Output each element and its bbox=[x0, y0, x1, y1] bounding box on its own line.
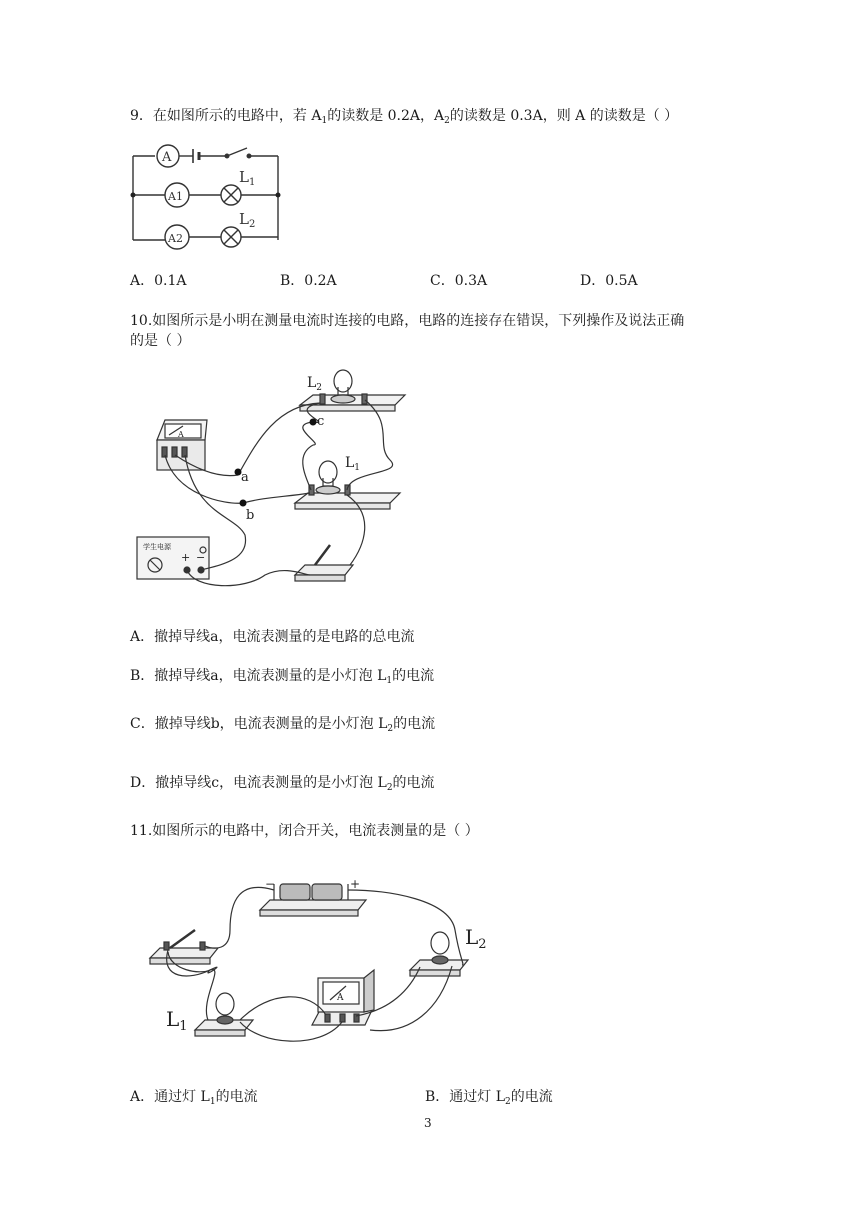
q10-l1-label: $L_1$ bbox=[345, 455, 361, 473]
q9-meter-a1-label: A1 bbox=[168, 190, 183, 203]
q10-psu-label: 学生电源 bbox=[143, 543, 171, 551]
q10-option-b: B．撤掉导线a，电流表测量的是小灯泡 $L_1$的电流 bbox=[130, 668, 435, 686]
q9-circuit-diagram bbox=[125, 140, 295, 250]
page-number: 3 bbox=[424, 1116, 432, 1130]
q9-option-d: D．0.5A bbox=[580, 273, 638, 289]
q9-meter-a2-label: A2 bbox=[168, 232, 183, 245]
q11-stem: 11.如图所示的电路中，闭合开关，电流表测量的是（ ） bbox=[130, 823, 479, 839]
q10-psu-plus: + bbox=[181, 551, 191, 564]
q11-option-a: A．通过灯 $L_1$的电流 bbox=[130, 1089, 258, 1107]
q9-option-b: B．0.2A bbox=[280, 273, 337, 289]
q10-stem-line1: 10.如图所示是小明在测量电流时连接的电路，电路的连接存在错误，下列操作及说法正确 bbox=[130, 313, 685, 329]
q11-battery-pos: + bbox=[350, 877, 361, 891]
q10-option-a: A．撤掉导线a，电流表测量的是电路的总电流 bbox=[130, 629, 415, 645]
q11-l1-label: $L_1$ bbox=[166, 1007, 188, 1034]
q10-ammeter-label: A bbox=[178, 430, 184, 439]
q10-l2-label: $L_2$ bbox=[307, 375, 323, 393]
q10-option-c: C．撤掉导线b，电流表测量的是小灯泡 $L_2$的电流 bbox=[130, 716, 436, 734]
q10-wire-c-label: c bbox=[317, 414, 325, 429]
q9-option-c: C．0.3A bbox=[430, 273, 488, 289]
q10-stem-line2: 的是（ ） bbox=[130, 333, 191, 349]
q9-lamp-l2-label: $L_2$ bbox=[239, 210, 256, 230]
q11-ammeter-label: A bbox=[337, 993, 344, 1003]
q10-option-d: D．撤掉导线c，电流表测量的是小灯泡 $L_2$的电流 bbox=[130, 775, 435, 793]
q11-circuit-illustration bbox=[140, 870, 500, 1050]
q10-circuit-illustration bbox=[135, 365, 420, 590]
q11-l2-label: $L_2$ bbox=[465, 925, 487, 952]
q9-lamp-l1-label: $L_1$ bbox=[239, 168, 256, 188]
q11-option-b: B．通过灯 $L_2$的电流 bbox=[425, 1089, 553, 1107]
q9-stem: 9．在如图所示的电路中，若 $A_1$的读数是 0.2A，$A_2$的读数是 0.3A，则 A 的读数是（ ） bbox=[130, 108, 679, 126]
q9-option-a: A．0.1A bbox=[130, 273, 187, 289]
q10-psu-minus: − bbox=[196, 551, 206, 564]
q9-meter-a-label: A bbox=[162, 150, 172, 165]
q10-wire-b-label: b bbox=[246, 508, 255, 523]
q11-battery-neg: − bbox=[265, 877, 276, 891]
q10-wire-a-label: a bbox=[241, 470, 249, 485]
